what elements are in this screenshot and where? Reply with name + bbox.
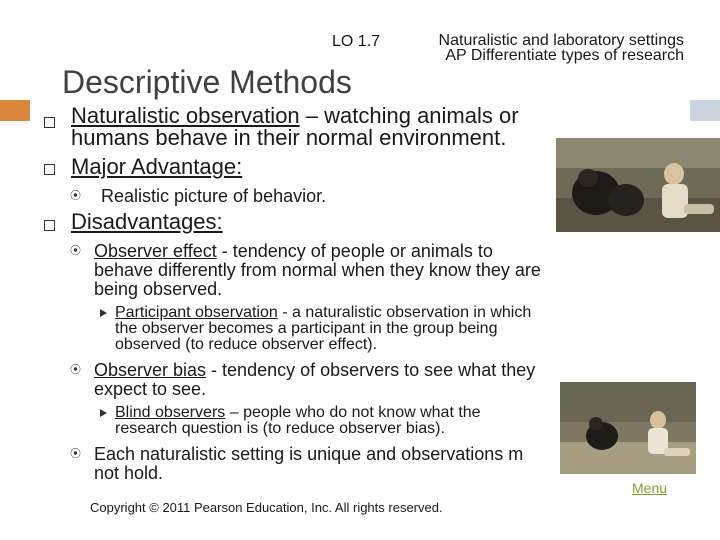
bullet-text: expect to see. <box>94 379 207 399</box>
bullet-text: research question is (to reduce observer bias). <box>115 420 445 437</box>
menu-link[interactable]: Menu <box>632 480 668 496</box>
bullet-circle-icon: ⦿ <box>70 245 81 257</box>
topic-line-1: Naturalistic and laboratory settings <box>438 32 684 49</box>
sub-bullet-unique-setting <box>94 445 560 483</box>
bullet-text: being observed. <box>94 279 223 299</box>
accent-bar-right <box>690 100 720 121</box>
sub-sub-bullet-participant <box>115 305 531 353</box>
slide-title: Descriptive Methods <box>62 64 352 100</box>
bullet-square-icon <box>44 164 55 175</box>
bullet-disadvantages: Disadvantages: <box>71 209 223 234</box>
bullet-naturalistic <box>71 105 519 149</box>
term-observer-effect: Observer effect <box>94 241 217 261</box>
term-participant-observation: Participant observation <box>115 304 278 321</box>
bullet-text: the observer becomes a participant in the group being <box>115 320 498 337</box>
bullet-text: – watching animals or <box>299 103 519 128</box>
accent-bar-left <box>0 100 30 121</box>
bullet-circle-icon: ⦿ <box>70 364 81 376</box>
term-naturalistic: Naturalistic observation <box>71 103 300 128</box>
topic-header <box>404 33 684 63</box>
sub-bullet-observer-effect <box>94 242 541 299</box>
topic-line-2: AP Differentiate types of research <box>445 47 684 64</box>
term-observer-bias: Observer bias <box>94 360 207 380</box>
bullet-circle-icon: ⦿ <box>70 448 81 460</box>
chimp-photo-top <box>556 138 720 232</box>
sub-bullet-realistic: Realistic picture of behavior. <box>101 186 327 206</box>
bullet-text: Each naturalistic setting is unique and observations m <box>94 445 524 464</box>
lo-label: LO 1.7 <box>332 33 381 50</box>
chimp-photo-bottom <box>560 382 696 474</box>
bullet-text: - tendency of observers to see what they <box>206 360 536 380</box>
bullet-text: not hold. <box>94 463 164 483</box>
bullet-circle-icon: ⦿ <box>70 190 81 202</box>
bullet-text: humans behave in their normal environment. <box>71 125 507 150</box>
bullet-text: - a naturalistic observation in which <box>277 304 532 321</box>
bullet-text: - tendency of people or animals to <box>216 241 493 261</box>
bullet-text: behave differently from normal when they know they are <box>94 260 541 280</box>
bullet-triangle-icon <box>100 409 107 417</box>
bullet-major-advantage: Major Advantage: <box>71 154 243 179</box>
sub-sub-bullet-blind-observers <box>115 405 481 437</box>
bullet-text: – people who do not know what the <box>225 404 481 421</box>
bullet-square-icon <box>44 117 55 128</box>
bullet-square-icon <box>44 220 55 231</box>
term-blind-observers: Blind observers <box>115 404 226 421</box>
bullet-triangle-icon <box>100 309 107 317</box>
sub-bullet-observer-bias <box>94 361 535 399</box>
copyright-footer: Copyright © 2011 Pearson Education, Inc. All rights reserved. <box>90 500 443 515</box>
bullet-text: observed (to reduce observer effect). <box>115 336 378 353</box>
